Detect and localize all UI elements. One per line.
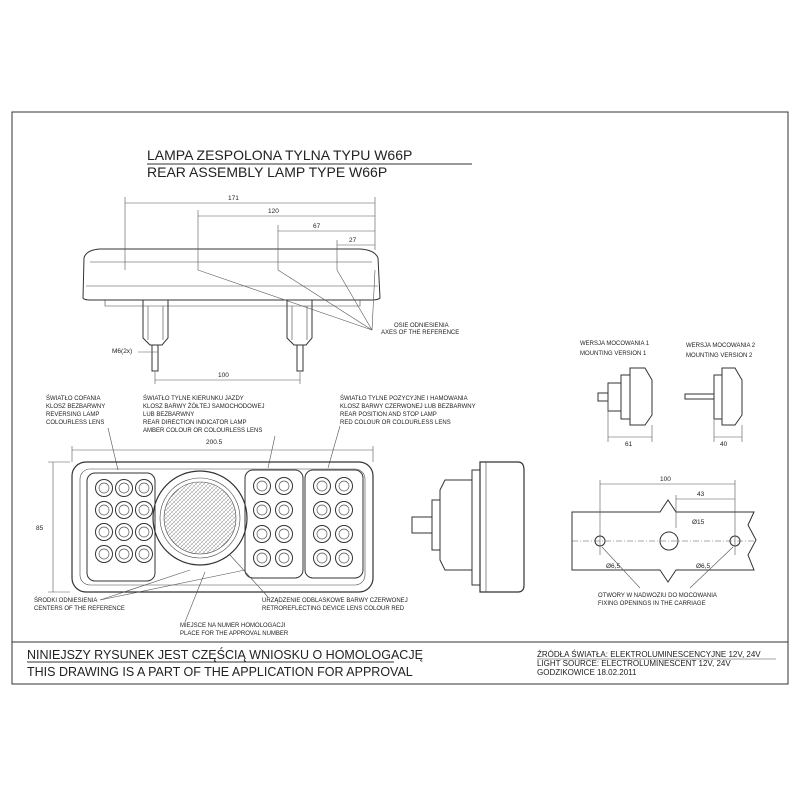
indicator-led-lens xyxy=(257,505,267,515)
mounting-v2-dim: 40 xyxy=(720,441,728,448)
callout-retro-line-1: URZĄDZENIE ODBLASKOWE BARWY CZERWONEJ xyxy=(262,598,408,604)
reversing-led-lens xyxy=(99,505,109,515)
dim-27: 27 xyxy=(349,237,357,244)
side-view xyxy=(412,462,524,592)
dim-200-5: 200.5 xyxy=(206,439,223,446)
hole-dim-phi65-left: Ø6,5 xyxy=(606,563,621,570)
position-led-lens xyxy=(339,553,349,563)
callout-centers xyxy=(34,570,245,612)
mounting-v2-en: MOUNTING VERSION 2 xyxy=(686,353,753,359)
position-led-lens xyxy=(339,529,349,539)
holes-note-en: FIXING OPENINGS IN THE CARRIAGE xyxy=(598,601,706,607)
title-pl: LAMPA ZESPOLONA TYLNA TYPU W66P xyxy=(147,147,413,163)
hole-dim-43: 43 xyxy=(697,491,705,498)
hole-dim-phi65-right: Ø6,5 xyxy=(696,563,711,570)
source-place: GODZIKOWICE 18.02.2011 xyxy=(537,668,637,677)
callout-homologation-line-2: PLACE FOR THE APPROVAL NUMBER xyxy=(180,631,289,637)
callout-reversing-line-2: KLOSZ BEZBARWNY xyxy=(46,404,106,410)
indicator-led-lens xyxy=(257,553,267,563)
callout-retro-line-2: RETROREFLECTING DEVICE LENS COLOUR RED xyxy=(262,606,405,612)
indicator-led-lens xyxy=(279,529,289,539)
reversing-led-lens xyxy=(139,483,149,493)
indicator-led-lens xyxy=(257,481,267,491)
indicator-led-lens xyxy=(279,505,289,515)
reversing-led-lens xyxy=(139,527,149,537)
reversing-led-lens xyxy=(119,549,129,559)
callout-position-line-4: RED COLOUR OR COLOURLESS LENS xyxy=(340,420,451,426)
callout-centers-line-2: CENTERS OF THE REFERENCE xyxy=(34,606,125,612)
position-led-lens xyxy=(317,481,327,491)
fixing-holes-view xyxy=(572,480,756,588)
callout-position-line-3: REAR POSITION AND STOP LAMP xyxy=(340,412,437,418)
callout-reversing-line-3: REVERSING LAMP xyxy=(46,412,100,418)
axes-label-en: AXES OF THE REFERENCE xyxy=(381,330,460,336)
reversing-led-lens xyxy=(99,483,109,493)
hole-dim-phi15: Ø15 xyxy=(692,519,705,526)
reversing-led-lens xyxy=(139,549,149,559)
callout-indicator-line-1: ŚWIATŁO TYLNE KIERUNKU JAZDY xyxy=(143,396,244,402)
dim-67: 67 xyxy=(313,223,321,230)
hole-dim-100: 100 xyxy=(660,476,671,483)
position-led-lens xyxy=(317,553,327,563)
dim-120: 120 xyxy=(268,208,279,215)
top-view xyxy=(83,197,380,384)
callout-reversing xyxy=(46,394,118,470)
position-led-lens xyxy=(339,505,349,515)
callout-homologation-line-1: MIEJSCE NA NUMER HOMOLOGACJI xyxy=(180,623,286,629)
callout-position-line-2: KLOSZ BARWY CZERWONEJ LUB BEZBARWNY xyxy=(340,404,476,410)
indicator-led-grid xyxy=(254,478,293,567)
mounting-version-1 xyxy=(598,368,652,442)
callout-indicator xyxy=(143,394,275,468)
indicator-led-lens xyxy=(279,553,289,563)
dim-m6: M6(2x) xyxy=(112,348,133,355)
dim-100: 100 xyxy=(218,372,229,379)
source-pl: ŹRÓDŁA ŚWIATŁA: ELEKTROLUMINESCENCYJNE 12V, 24V xyxy=(537,650,761,659)
mounting-version-2 xyxy=(685,368,742,442)
mounting-v1-pl: WERSJA MOCOWANIA 1 xyxy=(580,341,650,347)
callout-position-line-1: ŚWIATŁO TYLNE POZYCYJNE I HAMOWANIA xyxy=(340,396,468,402)
indicator-led-lens xyxy=(279,481,289,491)
callout-reversing-line-4: COLOURLESS LENS xyxy=(46,420,105,426)
indicator-led-lens xyxy=(257,529,267,539)
front-view xyxy=(48,446,373,592)
position-led-lens xyxy=(317,529,327,539)
title-en: REAR ASSEMBLY LAMP TYPE W66P xyxy=(147,164,388,180)
dim-171: 171 xyxy=(228,195,239,202)
reversing-led-lens xyxy=(119,505,129,515)
source-en: LIGHT SOURCE: ELECTROLUMINESCENT 12V, 24V xyxy=(537,659,731,668)
mounting-v1-en: MOUNTING VERSION 1 xyxy=(580,351,647,357)
mounting-v2-pl: WERSJA MOCOWANIA 2 xyxy=(686,343,756,349)
position-led-grid xyxy=(314,478,353,567)
footer-en: THIS DRAWING IS A PART OF THE APPLICATION FOR APPROVAL xyxy=(27,665,413,679)
footer-pl: NINIEJSZY RYSUNEK JEST CZĘŚCIĄ WNIOSKU O HOMOLOGACJĘ xyxy=(27,648,423,662)
callout-indicator-line-5: AMBER COLOUR OR COLOURLESS LENS xyxy=(143,428,263,434)
dim-85: 85 xyxy=(36,525,44,532)
position-led-lens xyxy=(339,481,349,491)
callout-position xyxy=(328,394,476,468)
holes-note-pl: OTWORY W NADWOZIU DO MOCOWANIA xyxy=(598,593,717,599)
reversing-led-lens xyxy=(139,505,149,515)
reversing-led-lens xyxy=(119,483,129,493)
callout-centers-line-1: ŚRODKI ODNIESIENIA xyxy=(34,598,98,604)
callout-indicator-line-2: KLOSZ BARWY ŻÓŁTEJ SAMOCHODOWEJ xyxy=(143,404,265,410)
reversing-led-lens xyxy=(99,549,109,559)
callout-reversing-line-1: ŚWIATŁO COFANIA xyxy=(46,396,101,402)
callout-indicator-line-3: LUB BEZBARWNY xyxy=(143,412,195,418)
mounting-v1-dim: 61 xyxy=(625,441,633,448)
reversing-led-lens xyxy=(99,527,109,537)
axes-label-pl: OSIE ODNIESIENIA xyxy=(394,323,449,329)
callout-indicator-line-4: REAR DIRECTION INDICATOR LAMP xyxy=(143,420,247,426)
callout-homologation xyxy=(180,572,289,637)
reversing-led-lens xyxy=(119,527,129,537)
reversing-led-grid xyxy=(96,480,153,563)
position-led-lens xyxy=(317,505,327,515)
